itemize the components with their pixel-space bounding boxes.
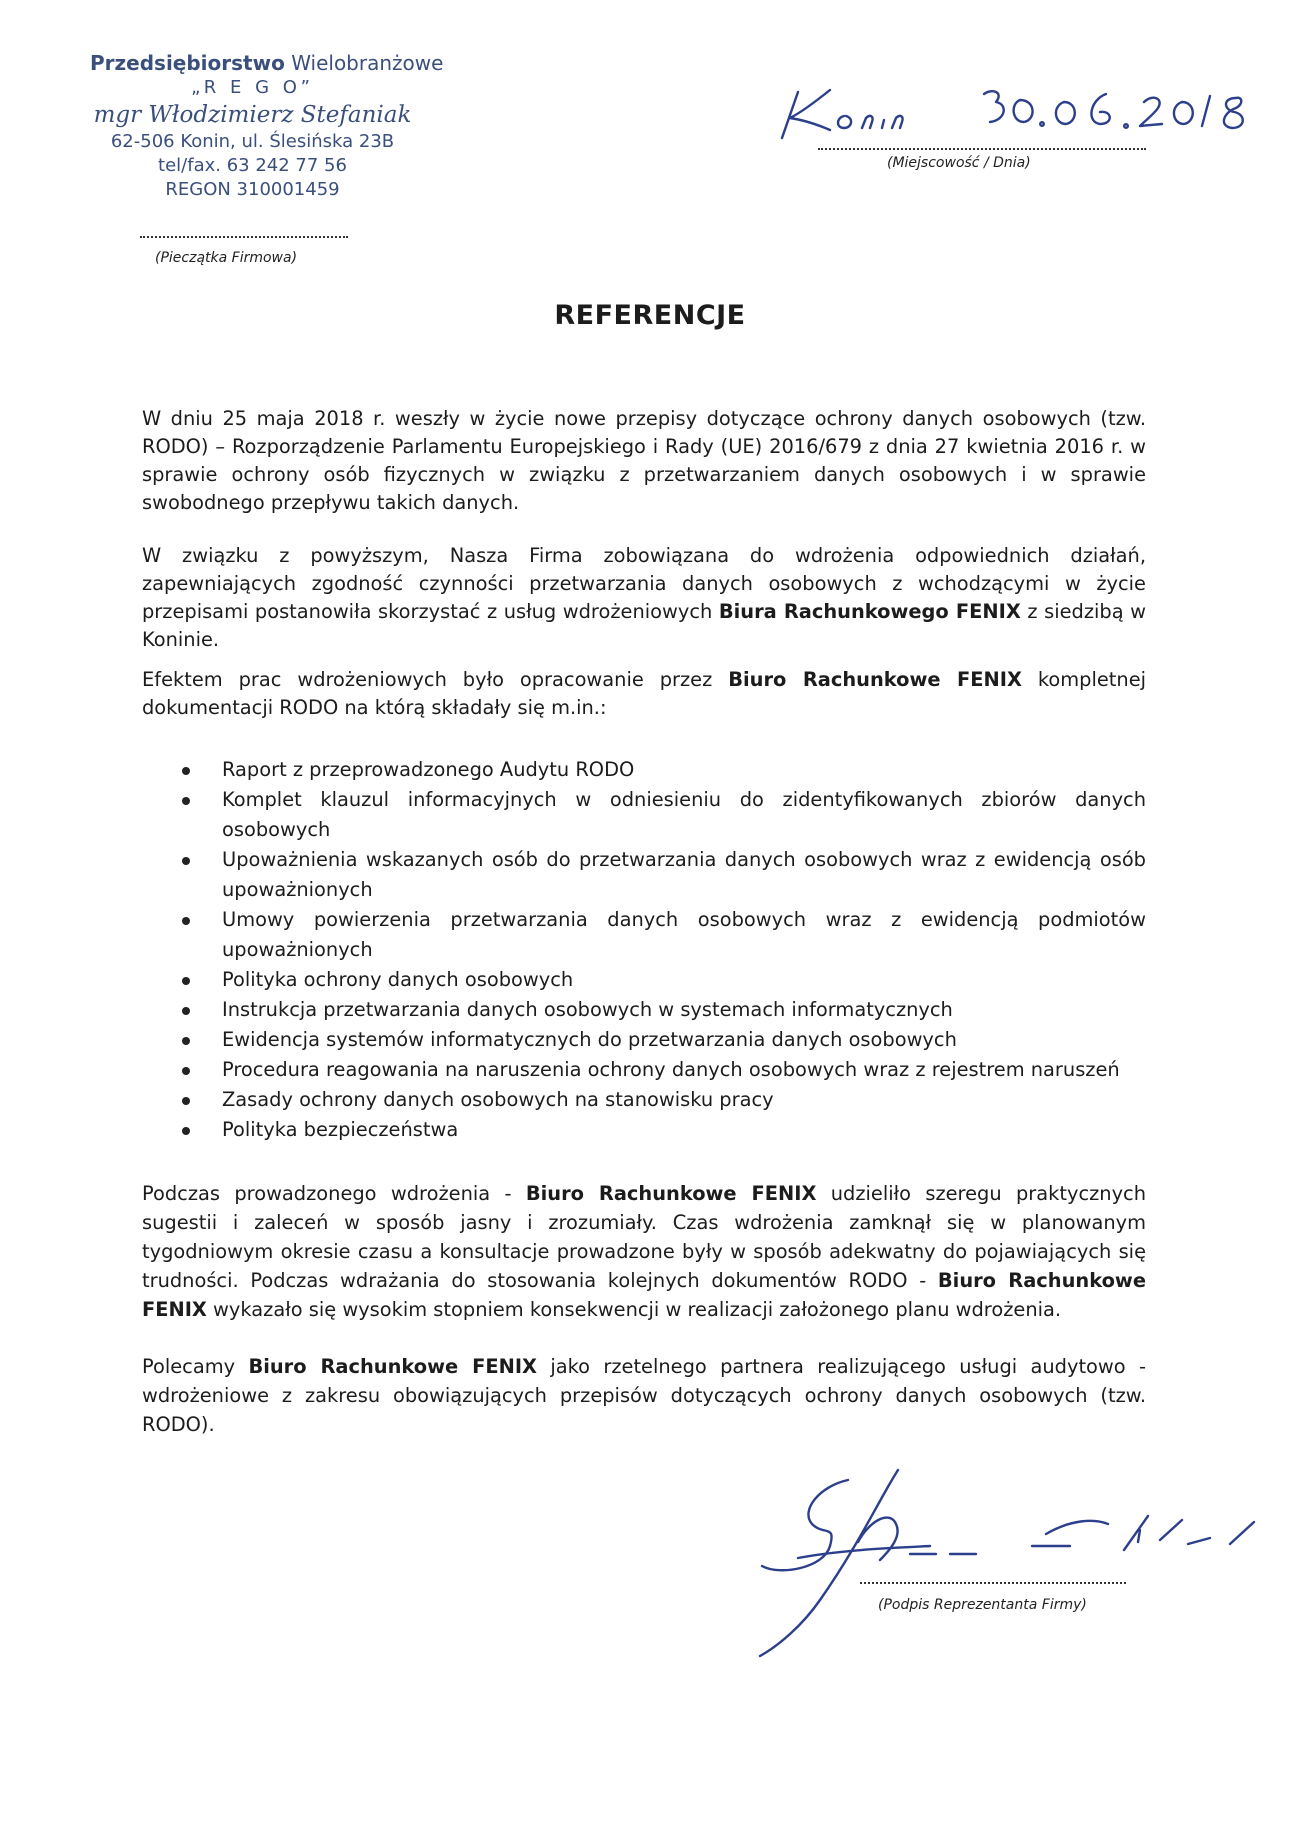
bullet-icon xyxy=(182,1127,190,1135)
list-item: Procedura reagowania na naruszenia ochrony danych osobowych wraz z rejestrem naruszeń xyxy=(178,1055,1146,1085)
list-item: Polityka ochrony danych osobowych xyxy=(178,965,1146,995)
bullet-icon xyxy=(182,767,190,775)
handwritten-signature xyxy=(740,1450,1280,1660)
list-item: Raport z przeprowadzonego Audytu RODO xyxy=(178,755,1146,785)
bullet-icon xyxy=(182,797,190,805)
paragraph-implementation-feedback: Podczas prowadzonego wdrożenia - Biuro Rachunkowe FENIX udzieliło szeregu praktycznych sugestii i zaleceń w sposób jasny i zrozumiały. Czas wdrożenia zamknął się w planowanym tygodniowym okresie czasu a konsultacje prowadzone były w sposób adekwatny do pojawiających się trudności. Podczas wdrażania do stosowania kolejnych dokumentów RODO - Biuro Rachunkowe FENIX wykazało się wysokim stopniem konsekwencji w realizacji założonego planu wdrożenia. xyxy=(142,1182,1147,1321)
stamp-line-rego: „R E G O” xyxy=(191,77,314,98)
place-date-caption: (Miejscowość / Dnia) xyxy=(887,155,1031,171)
handwritten-place-date xyxy=(770,80,1270,150)
bullet-icon xyxy=(182,1097,190,1105)
list-item: Polityka bezpieczeństwa xyxy=(178,1115,1146,1145)
company-stamp xyxy=(90,50,444,202)
stamp-caption: (Pieczątka Firmowa) xyxy=(155,250,298,266)
bullet-icon xyxy=(182,1037,190,1045)
signature-dotted-line xyxy=(860,1582,1126,1584)
bold-fenix-name: Biuro Rachunkowe FENIX xyxy=(248,1355,537,1378)
bullet-icon xyxy=(182,857,190,865)
list-item: Instrukcja przetwarzania danych osobowych w systemach informatycznych xyxy=(178,995,1146,1025)
place-date-dotted-line xyxy=(818,148,1146,150)
bold-fenix-name: Biuro Rachunkowe FENIX xyxy=(142,1269,1146,1321)
bullet-icon xyxy=(182,917,190,925)
list-item: Umowy powierzenia przetwarzania danych osobowych wraz z ewidencją podmiotów upoważnionych xyxy=(178,905,1146,965)
bold-fenix-name: Biura Rachunkowego FENIX xyxy=(718,600,1021,623)
paragraph-recommendation: Polecamy Biuro Rachunkowe FENIX jako rzetelnego partnera realizującego usługi audytowo - wdrożeniowe z zakresu obowiązujących przepisów dotyczących ochrony danych osobowych (tzw. RODO). xyxy=(142,1355,1146,1436)
document-title: REFERENCJE xyxy=(554,300,746,331)
stamp-line-regon: REGON 310001459 xyxy=(165,179,340,200)
signature-caption: (Podpis Reprezentanta Firmy) xyxy=(878,1597,1087,1613)
stamp-dotted-line xyxy=(140,236,348,238)
list-item: Upoważnienia wskazanych osób do przetwarzania danych osobowych wraz z ewidencją osób upoważnionych xyxy=(178,845,1146,905)
stamp-line-owner: mgr Włodzimierz Stefaniak xyxy=(93,102,412,128)
bold-fenix-name: Biuro Rachunkowe FENIX xyxy=(525,1182,817,1205)
bullet-icon xyxy=(182,977,190,985)
stamp-line-phone: tel/fax. 63 242 77 56 xyxy=(158,155,347,176)
documentation-list xyxy=(178,755,1146,1145)
bullet-icon xyxy=(182,1007,190,1015)
paragraph-company-decision: W związku z powyższym, Nasza Firma zobowiązana do wdrożenia odpowiednich działań, zapewniających zgodność czynności przetwarzania danych osobowych z wchodzącymi w życie przepisami postanowiła skorzystać z usług wdrożeniowych Biura Rachunkowego FENIX z siedzibą w Koninie. xyxy=(142,544,1147,651)
stamp-line-company-type: Przedsiębiorstwo Wielobranżowe xyxy=(90,51,444,75)
list-item: Ewidencja systemów informatycznych do przetwarzania danych osobowych xyxy=(178,1025,1146,1055)
paragraph-documentation-intro: Efektem prac wdrożeniowych było opracowanie przez Biuro Rachunkowe FENIX kompletnej dokumentacji RODO na którą składały się m.in.: xyxy=(142,668,1147,719)
bullet-icon xyxy=(182,1067,190,1075)
paragraph-rodo-intro: W dniu 25 maja 2018 r. weszły w życie nowe przepisy dotyczące ochrony danych osobowych (tzw. RODO) – Rozporządzenie Parlamentu Europejskiego i Rady (UE) 2016/679 z dnia 27 kwietnia 2016 r. w sprawie ochrony osób fizycznych w związku z przetwarzaniem danych osobowych i w sprawie swobodnego przepływu takich danych. xyxy=(142,407,1146,514)
list-item: Zasady ochrony danych osobowych na stanowisku pracy xyxy=(178,1085,1146,1115)
bold-fenix-name: Biuro Rachunkowe FENIX xyxy=(728,668,1022,691)
list-item: Komplet klauzul informacyjnych w odniesieniu do zidentyfikowanych zbiorów danych osobowych xyxy=(178,785,1146,845)
stamp-line-address: 62-506 Konin, ul. Ślesińska 23B xyxy=(110,131,395,152)
